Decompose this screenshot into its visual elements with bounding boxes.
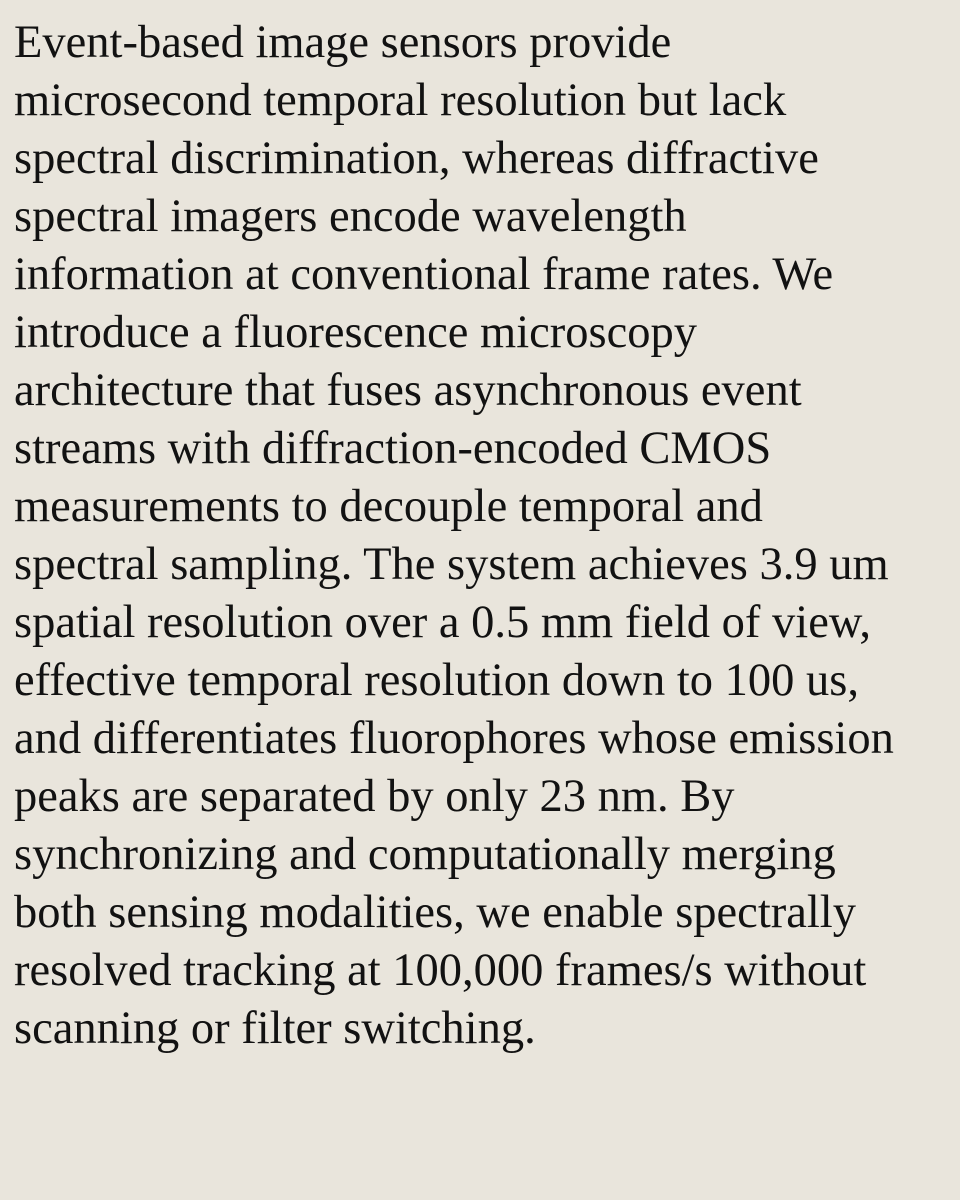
- text-line: spatial resolution over a 0.5 mm field of view,: [14, 597, 872, 648]
- text-line: introduce a fluorescence microscopy: [14, 307, 697, 358]
- text-line: microsecond temporal resolution but lack: [14, 75, 787, 126]
- text-line: architecture that fuses asynchronous event: [14, 365, 802, 416]
- text-line: scanning or filter switching.: [14, 1003, 536, 1054]
- text-line: resolved tracking at 100,000 frames/s without: [14, 945, 867, 996]
- text-line: and differentiates fluorophores whose emission: [14, 713, 894, 764]
- text-line: spectral discrimination, whereas diffractive: [14, 133, 819, 184]
- text-line: spectral sampling. The system achieves 3.9 um: [14, 539, 889, 590]
- text-line: measurements to decouple temporal and: [14, 481, 763, 532]
- text-line: Event-based image sensors provide: [14, 17, 672, 68]
- text-line: peaks are separated by only 23 nm. By: [14, 771, 735, 822]
- text-line: information at conventional frame rates. We: [14, 249, 834, 300]
- text-line: both sensing modalities, we enable spectrally: [14, 887, 856, 938]
- text-line: streams with diffraction-encoded CMOS: [14, 423, 772, 474]
- text-line: synchronizing and computationally merging: [14, 829, 836, 880]
- text-line: spectral imagers encode wavelength: [14, 191, 687, 242]
- abstract-paragraph: [14, 14, 946, 1058]
- text-line: effective temporal resolution down to 100 us,: [14, 655, 859, 706]
